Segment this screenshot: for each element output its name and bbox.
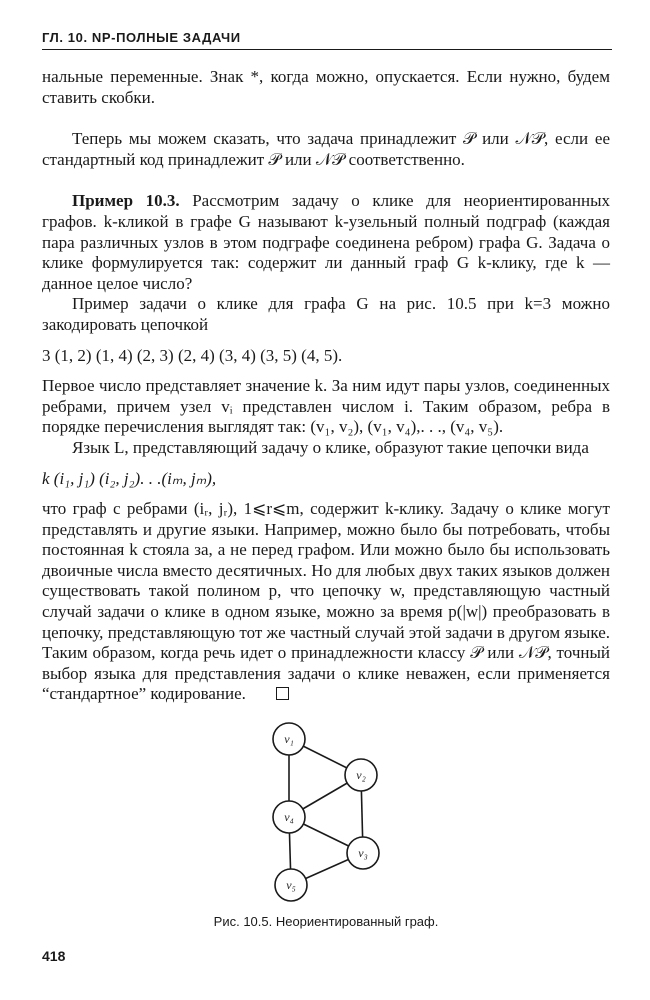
node-label-v2: v₂ bbox=[356, 768, 366, 782]
paragraph-5: Первое число представляет значение k. За ним идут пары узлов, соединенных ребрами, причем узел vᵢ представлен числом i. Таким образом, ребра в порядке перечисления выглядят так: (v₁, v₂), (v₁, v₄),. . ., (v₄, v₅). bbox=[42, 376, 610, 437]
formula-1: 3 (1, 2) (1, 4) (2, 3) (2, 4) (3, 4) (3, 5) (4, 5). bbox=[42, 345, 343, 365]
figure-caption: Рис. 10.5. Неориентированный граф. bbox=[213, 914, 439, 929]
paragraph-6: Язык L, представляющий задачу о клике, образуют такие цепочки вида bbox=[72, 437, 589, 457]
undirected-graph-figure bbox=[255, 715, 415, 905]
body-text bbox=[42, 67, 610, 705]
formula-2: k (i₁, j₁) (i₂, j₂). . .(iₘ, jₘ), bbox=[42, 468, 217, 488]
paragraph-3 bbox=[42, 191, 610, 294]
paragraph-7 bbox=[42, 499, 610, 705]
paragraph-7-text: что граф с ребрами (iᵣ, jᵣ), 1⩽r⩽m, содержит k-клику. Задачу о клике могут представлять и другие языки. Например, можно было бы потребовать, чтобы постоянная k стояла за, а не перед графом. Или можно было бы использовать двоичные числа вместо десятичных. Но для любых двух таких языков должен существовать такой полином p, что цепочку w, представляющую частный случай задачи о клике в одном языке, можно за время p(|w|) преобразовать в цепочку, представляющую тот же частный случай этой задачи в другом языке. Таким образом, когда речь идет о принадлежности классу 𝒫 или 𝒩𝒫, точный выбор языка для представления задачи о клике неважен, если применяется “стандартное” кодирование. bbox=[42, 499, 610, 704]
node-label-v1: v₁ bbox=[284, 732, 294, 746]
running-header: ГЛ. 10. NP-ПОЛНЫЕ ЗАДАЧИ bbox=[42, 30, 612, 50]
paragraph-2: Теперь мы можем сказать, что задача принадлежит 𝒫 или 𝒩𝒫, если ее стандартный код принадлежит 𝒫 или 𝒩𝒫 соответственно. bbox=[42, 129, 610, 169]
paragraph-3-text: Рассмотрим задачу о клике для неориентированных графов. k-кликой в графе G называют k-узельный полный подграф (каждая пара различных узлов в этом подграфе соединена ребром) графа G. Задача о клике формулируется так: содержит ли данный граф G k-клику, где k — данное целое число? bbox=[42, 191, 610, 293]
paragraph-4: Пример задачи о клике для графа G на рис. 10.5 при k=3 можно закодировать цепочкой bbox=[42, 294, 610, 334]
node-label-v3: v₃ bbox=[358, 846, 368, 860]
node-label-v4: v₄ bbox=[284, 810, 294, 824]
paragraph-1: нальные переменные. Знак *, когда можно, опускается. Если нужно, будем ставить скобки. bbox=[42, 67, 610, 107]
node-label-v5: v₅ bbox=[286, 878, 296, 892]
example-heading: Пример 10.3. bbox=[72, 191, 180, 211]
end-of-proof-icon bbox=[276, 687, 289, 700]
page-number: 418 bbox=[42, 948, 66, 964]
